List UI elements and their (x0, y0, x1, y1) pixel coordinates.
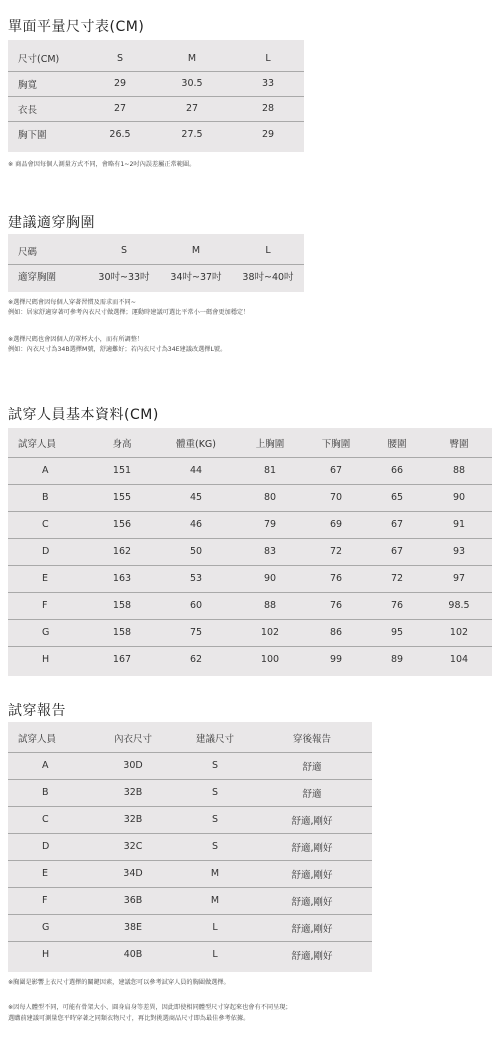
table-cell: S (178, 779, 252, 806)
table-cell: 76 (368, 592, 426, 619)
table-cell: 舒適,剛好 (252, 887, 372, 914)
size-table (8, 46, 304, 147)
table-cell: 舒適 (252, 752, 372, 779)
table-cell: 66 (368, 457, 426, 484)
table-row (8, 833, 372, 860)
table-row (8, 71, 304, 96)
table-cell: S (178, 833, 252, 860)
header-cell: 建議尺寸 (195, 733, 234, 745)
size-table-note: ※ 商品會因每個人測量方式不同，會略有1~2吋內誤差屬正常範圍。 (8, 161, 196, 168)
table-row (8, 806, 372, 833)
table-row (8, 941, 372, 968)
table-cell: 93 (426, 538, 492, 565)
header-cell: 穿後報告 (292, 733, 331, 745)
table-cell: 44 (156, 457, 236, 484)
table-row (8, 592, 492, 619)
header-cell: L (265, 245, 271, 257)
table-row (8, 860, 372, 887)
table-cell: 舒適 (252, 779, 372, 806)
table-cell: 75 (156, 619, 236, 646)
bust-note-line: 例如：內衣尺寸為34B選擇M號，舒適難好；若內衣尺寸為34E建議改選擇L號。 (8, 346, 227, 353)
table-cell: 156 (88, 511, 156, 538)
table-row (8, 619, 492, 646)
table-cell: S (178, 752, 252, 779)
table-cell: D (8, 538, 88, 565)
fitting-report-title: 試穿報告 (8, 703, 66, 719)
report-note-line: ※因每人體型不同，可能有骨架大小、圓身肩身等差異，因此即使相同體型尺寸穿起來也會有不同呈現； (8, 1004, 292, 1011)
table-cell: 50 (156, 538, 236, 565)
bust-note-line: ※選擇尺碼會因每個人穿著習慣及需求而不同~ (8, 299, 136, 306)
table-cell: 胸下圍 (8, 121, 88, 147)
table-cell: 91 (426, 511, 492, 538)
report-note-line: ※胸圍是影響上衣尺寸選擇的關鍵因素，建議您可以參考試穿人員的胸圍做選擇。 (8, 979, 230, 986)
table-cell: 38E (88, 914, 178, 941)
size-table-title: 單面平量尺寸表(CM) (8, 19, 145, 35)
table-cell: 舒適,剛好 (252, 806, 372, 833)
table-cell: F (8, 887, 88, 914)
table-cell: 34D (88, 860, 178, 887)
table-cell: D (8, 833, 88, 860)
header-cell: M (187, 52, 197, 64)
table-cell: B (8, 484, 88, 511)
table-cell: E (8, 565, 88, 592)
tester-info-header (8, 430, 492, 457)
table-cell: 69 (304, 511, 368, 538)
table-cell: 舒適,剛好 (252, 833, 372, 860)
table-cell: 32C (88, 833, 178, 860)
table-cell: 163 (88, 565, 156, 592)
table-cell: S (178, 806, 252, 833)
table-cell: F (8, 592, 88, 619)
table-cell: 27.5 (152, 121, 232, 147)
table-cell: 72 (368, 565, 426, 592)
table-cell: 67 (368, 538, 426, 565)
header-cell: 試穿人員 (18, 733, 57, 745)
table-cell: 167 (88, 646, 156, 673)
table-cell: 29 (88, 71, 152, 96)
table-cell: B (8, 779, 88, 806)
table-cell: 90 (236, 565, 304, 592)
fitting-report-table (8, 724, 372, 968)
header-cell: M (191, 245, 201, 257)
table-row (8, 565, 492, 592)
table-cell: 155 (88, 484, 156, 511)
table-cell: C (8, 806, 88, 833)
table-cell: 76 (304, 565, 368, 592)
table-cell: 32B (88, 806, 178, 833)
table-cell: 151 (88, 457, 156, 484)
table-cell: 60 (156, 592, 236, 619)
table-cell: 適穿胸圍 (8, 264, 88, 288)
table-cell: 舒適,剛好 (252, 914, 372, 941)
table-cell: 30D (88, 752, 178, 779)
bust-note-line: 例如：居家舒適穿著可參考內衣尺寸做選擇；運動時建議可選比平常小一碼會更加穩定！ (8, 309, 250, 316)
table-cell: 86 (304, 619, 368, 646)
table-cell: 99 (304, 646, 368, 673)
header-cell: 內衣尺寸 (113, 733, 152, 745)
header-cell: 身高 (112, 439, 132, 451)
fitting-report-header (8, 724, 372, 752)
table-cell: 30吋~33吋 (88, 264, 160, 288)
table-cell: A (8, 752, 88, 779)
table-cell: 70 (304, 484, 368, 511)
table-cell: 89 (368, 646, 426, 673)
table-cell: 29 (232, 121, 304, 147)
header-cell: 尺寸(CM) (18, 54, 60, 66)
tester-info-table (8, 430, 492, 673)
table-cell: 27 (88, 96, 152, 121)
table-cell: 26.5 (88, 121, 152, 147)
header-cell: 試穿人員 (18, 439, 57, 451)
table-cell: G (8, 619, 88, 646)
header-cell: S (120, 245, 128, 257)
table-cell: 67 (304, 457, 368, 484)
table-cell: L (178, 914, 252, 941)
table-cell: M (178, 887, 252, 914)
table-cell: H (8, 646, 88, 673)
header-cell: 體重(KG) (175, 439, 216, 451)
header-cell: L (265, 52, 271, 64)
table-cell: 65 (368, 484, 426, 511)
table-cell: 158 (88, 592, 156, 619)
table-cell: 40B (88, 941, 178, 968)
table-cell: 88 (236, 592, 304, 619)
table-cell: 81 (236, 457, 304, 484)
table-cell: 舒適,剛好 (252, 860, 372, 887)
table-row (8, 484, 492, 511)
fitting-report-panel (8, 722, 372, 972)
table-cell: 158 (88, 619, 156, 646)
table-cell: 100 (236, 646, 304, 673)
table-cell: 62 (156, 646, 236, 673)
table-cell: 95 (368, 619, 426, 646)
table-row (8, 752, 372, 779)
table-cell: 30.5 (152, 71, 232, 96)
table-cell: 80 (236, 484, 304, 511)
table-cell: 90 (426, 484, 492, 511)
table-cell: 67 (368, 511, 426, 538)
size-table-panel (8, 40, 304, 152)
table-cell: 162 (88, 538, 156, 565)
recommended-bust-header (8, 238, 304, 264)
table-cell: 102 (236, 619, 304, 646)
table-cell: G (8, 914, 88, 941)
table-cell: 102 (426, 619, 492, 646)
table-row (8, 96, 304, 121)
table-cell: 79 (236, 511, 304, 538)
table-cell: 衣長 (8, 96, 88, 121)
table-row (8, 457, 492, 484)
table-row (8, 121, 304, 147)
table-row (8, 511, 492, 538)
header-cell: S (116, 52, 124, 64)
table-cell: 97 (426, 565, 492, 592)
table-row (8, 646, 492, 673)
table-cell: 45 (156, 484, 236, 511)
header-cell: 腰圍 (387, 439, 407, 451)
table-cell: 28 (232, 96, 304, 121)
table-cell: 36B (88, 887, 178, 914)
report-note-line: 選購前建議可測量您平時穿著之同類衣物尺寸，再比對挑選商品尺寸即為最佳參考依據。 (8, 1015, 250, 1022)
table-row (8, 779, 372, 806)
table-cell: H (8, 941, 88, 968)
header-cell: 臀圍 (449, 439, 469, 451)
table-row (8, 538, 492, 565)
table-cell: 72 (304, 538, 368, 565)
table-cell: 胸寬 (8, 71, 88, 96)
header-cell: 上胸圍 (255, 439, 285, 451)
table-cell: 27 (152, 96, 232, 121)
table-cell: 34吋~37吋 (160, 264, 232, 288)
tester-info-title: 試穿人員基本資料(CM) (8, 407, 159, 423)
table-row (8, 887, 372, 914)
table-cell: 46 (156, 511, 236, 538)
table-row (8, 264, 304, 288)
table-cell: 53 (156, 565, 236, 592)
header-cell: 尺碼 (18, 246, 38, 258)
table-cell: C (8, 511, 88, 538)
size-table-header (8, 46, 304, 71)
table-cell: 33 (232, 71, 304, 96)
table-cell: M (178, 860, 252, 887)
header-cell: 下胸圍 (321, 439, 351, 451)
recommended-bust-panel (8, 234, 304, 292)
table-cell: L (178, 941, 252, 968)
table-cell: 38吋~40吋 (232, 264, 304, 288)
table-cell: 104 (426, 646, 492, 673)
tester-info-panel (8, 428, 492, 676)
table-cell: A (8, 457, 88, 484)
table-cell: 舒適,剛好 (252, 941, 372, 968)
bust-note-line: ※選擇尺碼也會因個人的罩杯大小，而有所調整！ (8, 336, 144, 343)
table-cell: 88 (426, 457, 492, 484)
table-cell: 83 (236, 538, 304, 565)
table-row (8, 914, 372, 941)
table-cell: E (8, 860, 88, 887)
table-cell: 98.5 (426, 592, 492, 619)
table-cell: 32B (88, 779, 178, 806)
table-cell: 76 (304, 592, 368, 619)
recommended-bust-title: 建議適穿胸圍 (8, 215, 95, 231)
recommended-bust-table (8, 238, 304, 288)
